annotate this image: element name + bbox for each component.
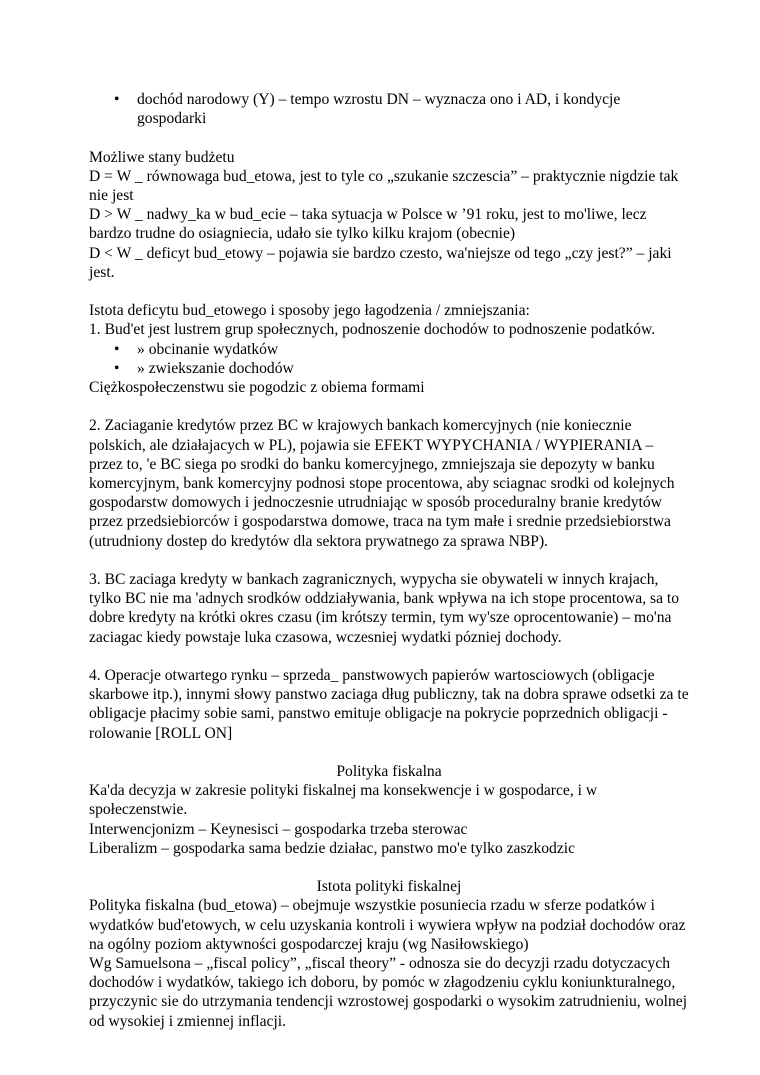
intro-list (89, 90, 689, 128)
essence-paragraph-1: Polityka fiskalna (bud_etowa) – obejmuje wszystkie posuniecia rzadu w sferze podatków i wydatków bud'etowych, w celu uzyskania kontroli i wywiera wpływ na podział dochodów oraz na ogólny poziom aktywności gospodarczej kraju (wg Nasiłowskiego) (89, 897, 686, 953)
essence-heading: Istota polityki fiskalnej (316, 878, 462, 896)
budget-state-deficit: D < W _ deficyt bud_etowy – pojawia sie bardzo czesto, wa'niejsze od tego „czy jest?” – jaki jest. (89, 244, 672, 281)
bullet-icon: • (114, 91, 120, 108)
fiscal-policy-line: Interwencjonizm – Keynesisci – gospodarka trzeba sterowac (89, 820, 468, 838)
deficit-point-1: 1. Bud'et jest lustrem grup społecznych, podnoszenie dochodów to podnoszenie podatków. (89, 321, 656, 339)
essence-paragraph-2: Wg Samuelsona – „fiscal policy”, „fiscal theory” - odnosza sie do decyzji rzadu dotyczacych dochodów i wydatków, takiego ich doboru, by pomóc w złagodzeniu cyklu koniunkturalnego, przyczynic sie do utrzymania tendencji wzrostowej gospodarki o wysokim zatrudnieniu, wolnej od wysokiej i zmiennej inflacji. (89, 955, 688, 1030)
list-item (89, 359, 689, 378)
budget-states-heading: Możliwe stany budżetu (89, 148, 235, 166)
list-item-text: dochód narodowy (Y) – tempo wzrostu DN – wyznacza ono i AD, i kondycje gospodarki (137, 91, 621, 128)
deficit-point-2: 2. Zaciaganie kredytów przez BC w krajowych bankach komercyjnych (nie koniecznie polskich, ale działajacych w PL), pojawia sie EFEKT WYPYCHANIA / WYPIERANIA – przez to, 'e BC siega po srodki do banku komercyjnego, zmniejszaja sie depozyty w banku komercyjnym, bank komercyjny podnosi stope procentowa, aby sciagnac srodki od kolejnych gospodarstw domowych i jednoczesnie utrudniając w sposób proceduralny branie kredytów przez przedsiebiorców i gospodarstwa domowe, traca na tym małe i srednie przedsiebiorstwa (utrudniony dostep do kredytów dla sektora prywatnego za sprawa NBP). (89, 417, 675, 550)
budget-state-surplus: D > W _ nadwy_ka w bud_ecie – taka sytuacja w Polsce w ’91 roku, jest to mo'liwe, lecz bardzo trudne do osiagniecia, udało sie tylko kilku krajom (obecnie) (89, 206, 647, 243)
bullet-icon: • (114, 359, 120, 377)
deficit-heading: Istota deficytu bud_etowego i sposoby jego łagodzenia / zmniejszania: (89, 302, 530, 320)
list-item (89, 340, 689, 359)
list-item-text: » zwiekszanie dochodów (137, 359, 294, 377)
fiscal-policy-line: Liberalizm – gospodarka sama bedzie działac, panstwo mo'e tylko zaszkodzic (89, 839, 576, 857)
bullet-icon: • (114, 340, 120, 358)
list-item-text: » obcinanie wydatków (137, 340, 279, 358)
document-page (89, 90, 689, 1031)
list-item (89, 90, 689, 128)
deficit-point-4: 4. Operacje otwartego rynku – sprzeda_ panstwowych papierów wartosciowych (obligacje skarbowe itp.), innymi słowy panstwo zaciaga dług publiczny, tak na dobra sprawe odsetki za te obligacje płacimy sobie sami, panstwo emituje obligacje na pokrycie poprzednich obligacji - rolowanie [ROLL ON] (89, 667, 689, 742)
budget-state-balance: D = W _ równowaga bud_etowa, jest to tyle co „szukanie szczescia” – praktycznie nigdzie tak nie jest (89, 167, 679, 204)
deficit-point-3: 3. BC zaciaga kredyty w bankach zagranicznych, wypycha sie obywateli w innych krajach, tylko BC nie ma 'adnych srodków oddziaływania, bank wpływa na ich stope procentowa, sa to dobre kredyty na krótki okres czasu (im krótszy termin, tym wy'sze oprocentowanie) – mo'na zaciagac kiedy powstaje luka czasowa, wczesniej wydatki pózniej dochody. (89, 571, 680, 646)
fiscal-policy-line: Ka'da decyzja w zakresie polityki fiskalnej ma konsekwencje i w gospodarce, i w społeczenstwie. (89, 782, 598, 819)
deficit-sub-list (89, 340, 689, 378)
fiscal-policy-heading: Polityka fiskalna (336, 763, 442, 781)
deficit-note: Ciężkospołeczenstwu sie pogodzic z obiema formami (89, 379, 425, 397)
